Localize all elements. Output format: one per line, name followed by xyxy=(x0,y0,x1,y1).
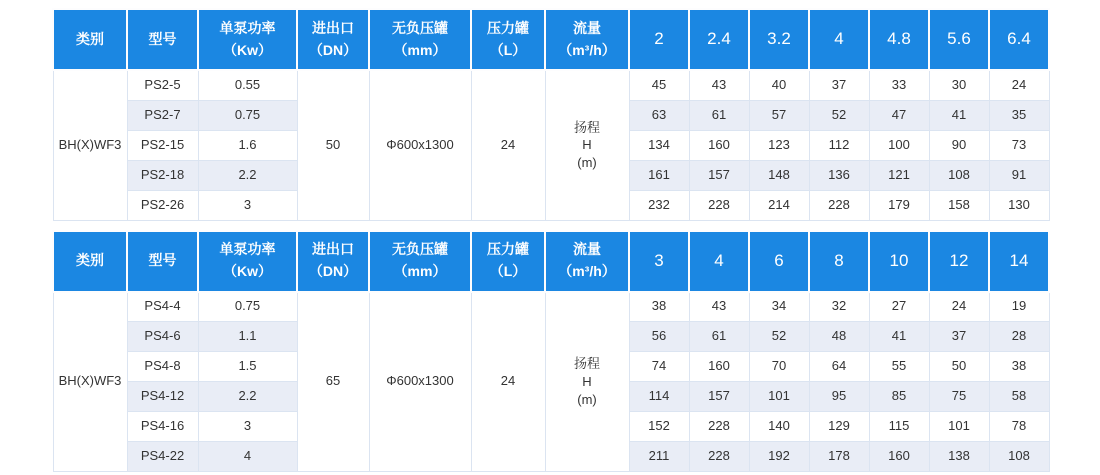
model-cell: PS4-12 xyxy=(127,382,198,412)
power-label-line2: （Kw） xyxy=(223,263,272,279)
head-value-cell: 56 xyxy=(629,322,689,352)
head-value-cell: 47 xyxy=(869,100,929,130)
flow-col-header: 2.4 xyxy=(689,9,749,70)
head-value-cell: 41 xyxy=(869,322,929,352)
head-value-cell: 57 xyxy=(749,100,809,130)
head-value-cell: 91 xyxy=(989,160,1049,190)
power-cell: 1.5 xyxy=(198,352,297,382)
head-value-cell: 48 xyxy=(809,322,869,352)
head-value-cell: 228 xyxy=(809,190,869,220)
flow-label-line2: （m³/h） xyxy=(558,263,616,279)
flow-col-header: 4.8 xyxy=(869,9,929,70)
head-value-cell: 228 xyxy=(689,412,749,442)
head-value-cell: 179 xyxy=(869,190,929,220)
head-value-cell: 34 xyxy=(749,292,809,322)
head-value-cell: 61 xyxy=(689,322,749,352)
head-value-cell: 58 xyxy=(989,382,1049,412)
model-cell: PS4-4 xyxy=(127,292,198,322)
col-header-tank xyxy=(369,231,471,292)
head-value-cell: 129 xyxy=(809,412,869,442)
flow-col-header: 6.4 xyxy=(989,9,1049,70)
col-header-power xyxy=(198,231,297,292)
model-cell: PS4-22 xyxy=(127,442,198,472)
head-value-cell: 27 xyxy=(869,292,929,322)
col-header-inlet-outlet xyxy=(297,231,369,292)
head-value-cell: 138 xyxy=(929,442,989,472)
flow-col-header: 4 xyxy=(809,9,869,70)
flow-col-header: 10 xyxy=(869,231,929,292)
head-value-cell: 112 xyxy=(809,130,869,160)
col-header-inlet-outlet xyxy=(297,9,369,70)
head-value-cell: 160 xyxy=(689,130,749,160)
model-cell: PS4-16 xyxy=(127,412,198,442)
head-value-cell: 228 xyxy=(689,190,749,220)
head-label-cell xyxy=(545,70,629,220)
tank-label-line2: （mm） xyxy=(393,263,447,279)
tank-label-line2: （mm） xyxy=(393,41,447,58)
col-header-model: 型号 xyxy=(127,9,198,70)
head-value-cell: 211 xyxy=(629,442,689,472)
power-cell: 1.6 xyxy=(198,130,297,160)
col-header-tank xyxy=(369,9,471,70)
head-label-line3: (m) xyxy=(577,391,597,407)
head-value-cell: 136 xyxy=(809,160,869,190)
head-value-cell: 45 xyxy=(629,70,689,100)
tank-size-cell: Φ600x1300 xyxy=(369,70,471,220)
col-header-category: 类别 xyxy=(53,231,127,292)
power-cell: 3 xyxy=(198,412,297,442)
head-value-cell: 24 xyxy=(929,292,989,322)
power-label-line2: （Kw） xyxy=(223,41,272,58)
model-cell: PS2-15 xyxy=(127,130,198,160)
head-value-cell: 90 xyxy=(929,130,989,160)
flow-col-header: 14 xyxy=(989,231,1049,292)
head-value-cell: 50 xyxy=(929,352,989,382)
power-cell: 4 xyxy=(198,442,297,472)
head-value-cell: 178 xyxy=(809,442,869,472)
tank-label-line1: 无负压罐 xyxy=(392,241,448,258)
head-value-cell: 114 xyxy=(629,382,689,412)
table-row xyxy=(53,70,1049,100)
head-value-cell: 157 xyxy=(689,160,749,190)
head-value-cell: 75 xyxy=(929,382,989,412)
head-value-cell: 214 xyxy=(749,190,809,220)
col-header-pressure-tank xyxy=(471,231,545,292)
head-value-cell: 40 xyxy=(749,70,809,100)
flow-col-header: 3 xyxy=(629,231,689,292)
head-value-cell: 38 xyxy=(989,352,1049,382)
col-header-flow xyxy=(545,231,629,292)
head-value-cell: 101 xyxy=(929,412,989,442)
power-label-line1: 单泵功率 xyxy=(219,241,276,258)
head-value-cell: 43 xyxy=(689,292,749,322)
head-value-cell: 121 xyxy=(869,160,929,190)
model-cell: PS2-7 xyxy=(127,100,198,130)
inlet-label-line1: 进出口 xyxy=(312,19,354,36)
head-label-cell xyxy=(545,292,629,472)
head-value-cell: 161 xyxy=(629,160,689,190)
head-value-cell: 108 xyxy=(989,442,1049,472)
tank-label-line1: 无负压罐 xyxy=(392,19,448,36)
head-value-cell: 158 xyxy=(929,190,989,220)
flow-col-header: 8 xyxy=(809,231,869,292)
head-label-line3: (m) xyxy=(577,155,597,171)
model-cell: PS2-18 xyxy=(127,160,198,190)
col-header-category: 类别 xyxy=(53,9,127,70)
head-value-cell: 101 xyxy=(749,382,809,412)
head-value-cell: 148 xyxy=(749,160,809,190)
power-cell: 2.2 xyxy=(198,382,297,412)
inlet-outlet-cell: 65 xyxy=(297,292,369,472)
flow-col-header: 6 xyxy=(749,231,809,292)
head-value-cell: 74 xyxy=(629,352,689,382)
head-value-cell: 115 xyxy=(869,412,929,442)
tank-size-cell: Φ600x1300 xyxy=(369,292,471,472)
col-header-model: 型号 xyxy=(127,231,198,292)
head-value-cell: 157 xyxy=(689,382,749,412)
head-value-cell: 78 xyxy=(989,412,1049,442)
head-value-cell: 41 xyxy=(929,100,989,130)
flow-label-line2: （m³/h） xyxy=(558,41,616,58)
head-value-cell: 108 xyxy=(929,160,989,190)
col-header-pressure-tank xyxy=(471,9,545,70)
inlet-outlet-cell: 50 xyxy=(297,70,369,220)
power-cell: 2.2 xyxy=(198,160,297,190)
col-header-flow xyxy=(545,9,629,70)
inlet-label-line1: 进出口 xyxy=(312,241,354,258)
head-label-line2: H xyxy=(582,137,592,153)
head-value-cell: 37 xyxy=(929,322,989,352)
pressure-label-line1: 压力罐 xyxy=(487,19,529,36)
head-value-cell: 192 xyxy=(749,442,809,472)
model-cell: PS4-8 xyxy=(127,352,198,382)
head-value-cell: 28 xyxy=(989,322,1049,352)
head-value-cell: 73 xyxy=(989,130,1049,160)
pressure-label-line2: （L） xyxy=(489,263,527,279)
head-value-cell: 160 xyxy=(689,352,749,382)
category-cell: BH(X)WF3 xyxy=(53,292,127,472)
pressure-tank-cell: 24 xyxy=(471,292,545,472)
head-value-cell: 100 xyxy=(869,130,929,160)
spec-table-ps4 xyxy=(52,230,1050,473)
flow-col-header: 12 xyxy=(929,231,989,292)
head-value-cell: 43 xyxy=(689,70,749,100)
head-label-line1: 扬程 xyxy=(573,119,600,135)
head-value-cell: 123 xyxy=(749,130,809,160)
power-label-line1: 单泵功率 xyxy=(219,19,276,36)
header-row xyxy=(53,231,1049,292)
flow-label-line1: 流量 xyxy=(573,241,601,258)
head-value-cell: 55 xyxy=(869,352,929,382)
head-value-cell: 33 xyxy=(869,70,929,100)
head-value-cell: 70 xyxy=(749,352,809,382)
head-value-cell: 140 xyxy=(749,412,809,442)
head-value-cell: 228 xyxy=(689,442,749,472)
flow-col-header: 2 xyxy=(629,9,689,70)
head-value-cell: 232 xyxy=(629,190,689,220)
head-value-cell: 19 xyxy=(989,292,1049,322)
header-row xyxy=(53,9,1049,70)
pressure-label-line2: （L） xyxy=(489,41,527,58)
inlet-label-line2: （DN） xyxy=(308,41,358,58)
head-value-cell: 24 xyxy=(989,70,1049,100)
table-row xyxy=(53,292,1049,322)
flow-col-header: 5.6 xyxy=(929,9,989,70)
head-value-cell: 30 xyxy=(929,70,989,100)
inlet-label-line2: （DN） xyxy=(308,263,358,279)
head-value-cell: 160 xyxy=(869,442,929,472)
pressure-label-line1: 压力罐 xyxy=(487,241,529,258)
model-cell: PS4-6 xyxy=(127,322,198,352)
spec-table-ps2 xyxy=(52,8,1050,221)
head-value-cell: 37 xyxy=(809,70,869,100)
head-value-cell: 35 xyxy=(989,100,1049,130)
head-value-cell: 64 xyxy=(809,352,869,382)
head-value-cell: 52 xyxy=(749,322,809,352)
model-cell: PS2-5 xyxy=(127,70,198,100)
col-header-power xyxy=(198,9,297,70)
head-value-cell: 152 xyxy=(629,412,689,442)
flow-label-line1: 流量 xyxy=(573,19,601,36)
head-value-cell: 85 xyxy=(869,382,929,412)
head-value-cell: 134 xyxy=(629,130,689,160)
head-value-cell: 52 xyxy=(809,100,869,130)
flow-col-header: 4 xyxy=(689,231,749,292)
power-cell: 0.75 xyxy=(198,100,297,130)
head-value-cell: 61 xyxy=(689,100,749,130)
category-cell: BH(X)WF3 xyxy=(53,70,127,220)
pressure-tank-cell: 24 xyxy=(471,70,545,220)
head-value-cell: 32 xyxy=(809,292,869,322)
head-value-cell: 63 xyxy=(629,100,689,130)
head-value-cell: 95 xyxy=(809,382,869,412)
flow-col-header: 3.2 xyxy=(749,9,809,70)
head-label-line1: 扬程 xyxy=(573,356,600,372)
head-label-line2: H xyxy=(582,373,592,389)
power-cell: 0.75 xyxy=(198,292,297,322)
model-cell: PS2-26 xyxy=(127,190,198,220)
power-cell: 0.55 xyxy=(198,70,297,100)
power-cell: 1.1 xyxy=(198,322,297,352)
power-cell: 3 xyxy=(198,190,297,220)
head-value-cell: 130 xyxy=(989,190,1049,220)
head-value-cell: 38 xyxy=(629,292,689,322)
